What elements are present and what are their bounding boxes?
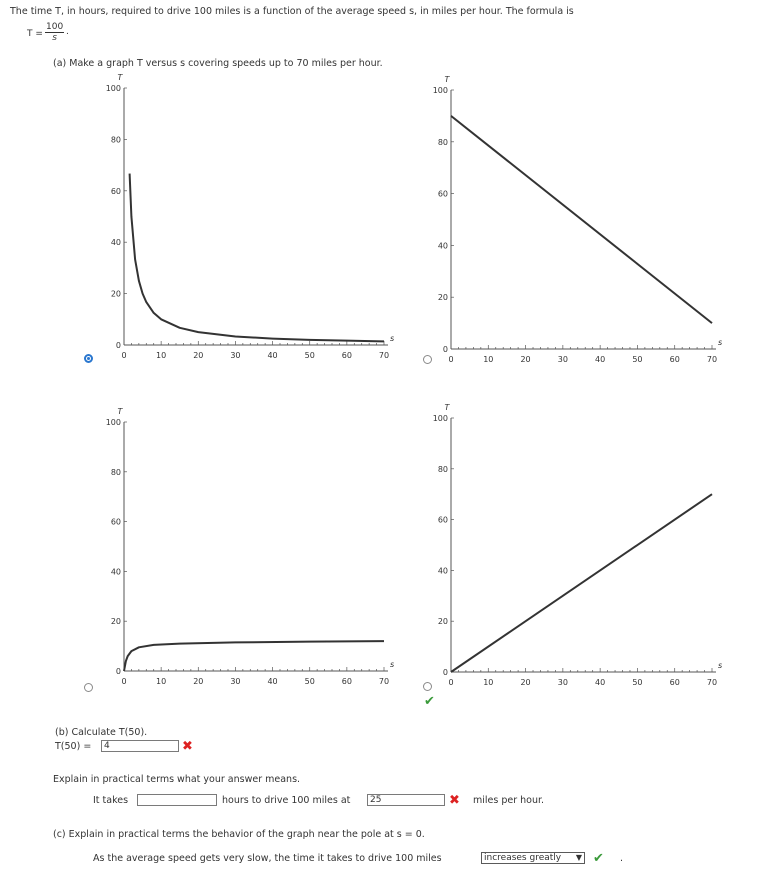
check-icon: ✔ (593, 851, 604, 866)
y-tick-label: 60 (110, 186, 121, 196)
x-axis-label: s (718, 338, 723, 347)
x-tick-label: 0 (448, 355, 454, 364)
y-tick-label: 40 (110, 567, 121, 577)
graph-4 (433, 403, 722, 687)
x-tick-label: 10 (483, 355, 494, 364)
y-tick-label: 100 (105, 84, 121, 93)
x-tick-label: 10 (156, 677, 167, 686)
series-line (451, 116, 712, 323)
y-tick-label: 100 (105, 418, 121, 427)
series-line (451, 494, 712, 672)
part-b-prompt: (b) Calculate T(50). (55, 727, 148, 738)
x-tick-label: 20 (193, 677, 204, 686)
graph-1 (106, 73, 394, 360)
x-icon: ✖ (182, 739, 193, 754)
y-tick-label: 100 (432, 86, 448, 95)
answer-label: T(50) = (55, 741, 92, 752)
part-c-prompt: (c) Explain in practical terms the behavior of the graph near the pole at s = 0. (53, 829, 425, 840)
y-tick-label: 20 (437, 293, 448, 303)
x-tick-label: 0 (121, 351, 127, 360)
x-tick-label: 70 (706, 355, 718, 364)
y-axis-label: T (117, 407, 123, 416)
x-tick-label: 30 (557, 678, 568, 687)
speed-input[interactable]: 25 (367, 794, 445, 806)
x-axis-label: s (390, 334, 395, 343)
x-icon: ✖ (449, 793, 460, 808)
x-tick-label: 20 (520, 355, 531, 364)
x-axis-label: s (718, 661, 723, 670)
explain-prompt: Explain in practical terms what your answer means. (53, 774, 301, 785)
y-tick-label: 20 (110, 617, 121, 627)
x-tick-label: 30 (557, 355, 568, 364)
y-axis-label: T (444, 75, 450, 84)
x-tick-label: 0 (448, 678, 454, 687)
x-axis-label: s (390, 660, 395, 669)
y-tick-label: 60 (437, 189, 448, 199)
y-tick-label: 40 (110, 238, 121, 248)
check-icon: ✔ (424, 694, 435, 709)
graph-option-3-radio[interactable] (84, 683, 93, 692)
part-c-sentence: As the average speed gets very slow, the time it takes to drive 100 miles (93, 853, 442, 864)
y-tick-label: 20 (437, 617, 448, 627)
graph-option-4-radio[interactable] (423, 682, 432, 691)
y-tick-label: 60 (110, 517, 121, 527)
x-tick-label: 30 (230, 351, 241, 360)
y-tick-label: 40 (437, 241, 448, 251)
y-tick-label: 0 (442, 668, 448, 677)
x-tick-label: 20 (193, 351, 204, 360)
x-tick-label: 60 (341, 677, 352, 686)
y-axis-label: T (444, 403, 450, 412)
hours-text: hours to drive 100 miles at (222, 795, 351, 806)
y-tick-label: 20 (110, 289, 121, 299)
formula-numerator: 100 (46, 22, 64, 32)
formula-period: . (66, 27, 69, 37)
x-tick-label: 50 (632, 355, 643, 364)
y-tick-label: 0 (115, 667, 121, 676)
chevron-down-icon: ▼ (575, 853, 582, 862)
x-tick-label: 50 (632, 678, 643, 687)
x-tick-label: 40 (267, 351, 278, 360)
x-tick-label: 40 (595, 355, 606, 364)
y-tick-label: 80 (110, 467, 121, 477)
graph-3 (106, 407, 394, 686)
y-tick-label: 0 (115, 341, 121, 350)
x-tick-label: 10 (483, 678, 494, 687)
y-tick-label: 100 (432, 414, 448, 423)
y-tick-label: 80 (437, 464, 448, 474)
x-tick-label: 40 (267, 677, 278, 686)
x-tick-label: 70 (378, 351, 390, 360)
x-tick-label: 40 (595, 678, 606, 687)
y-tick-label: 40 (437, 566, 448, 576)
x-tick-label: 50 (304, 351, 315, 360)
graph-2 (433, 75, 722, 364)
intro-text: The time T, in hours, required to drive 100 miles is a function of the average speed s, in miles per hour. The formula is (10, 6, 574, 17)
t50-answer-input[interactable]: 4 (101, 740, 179, 752)
x-tick-label: 10 (156, 351, 167, 360)
hours-input[interactable] (137, 794, 217, 806)
graph-option-1-radio[interactable] (84, 354, 93, 363)
x-tick-label: 60 (341, 351, 352, 360)
behavior-select-value: increases greatly (484, 853, 562, 863)
part-c-period: . (620, 853, 624, 864)
it-takes-label: It takes (93, 795, 129, 806)
part-a-prompt: (a) Make a graph T versus s covering speeds up to 70 miles per hour. (53, 58, 383, 69)
series-line (130, 174, 384, 342)
y-axis-label: T (117, 73, 123, 82)
x-tick-label: 60 (669, 355, 680, 364)
graph-option-2-radio[interactable] (423, 355, 432, 364)
x-tick-label: 70 (378, 677, 390, 686)
x-tick-label: 50 (304, 677, 315, 686)
y-tick-label: 80 (437, 137, 448, 147)
formula-denominator: s (52, 33, 57, 43)
formula-lhs: T = (27, 29, 43, 39)
y-tick-label: 80 (110, 135, 121, 145)
x-tick-label: 0 (121, 677, 127, 686)
speed-unit: miles per hour. (473, 795, 545, 806)
y-tick-label: 0 (442, 345, 448, 354)
x-tick-label: 30 (230, 677, 241, 686)
x-tick-label: 60 (669, 678, 680, 687)
series-line (124, 641, 384, 671)
y-tick-label: 60 (437, 515, 448, 525)
x-tick-label: 20 (520, 678, 531, 687)
x-tick-label: 70 (706, 678, 718, 687)
behavior-select[interactable] (481, 852, 585, 864)
